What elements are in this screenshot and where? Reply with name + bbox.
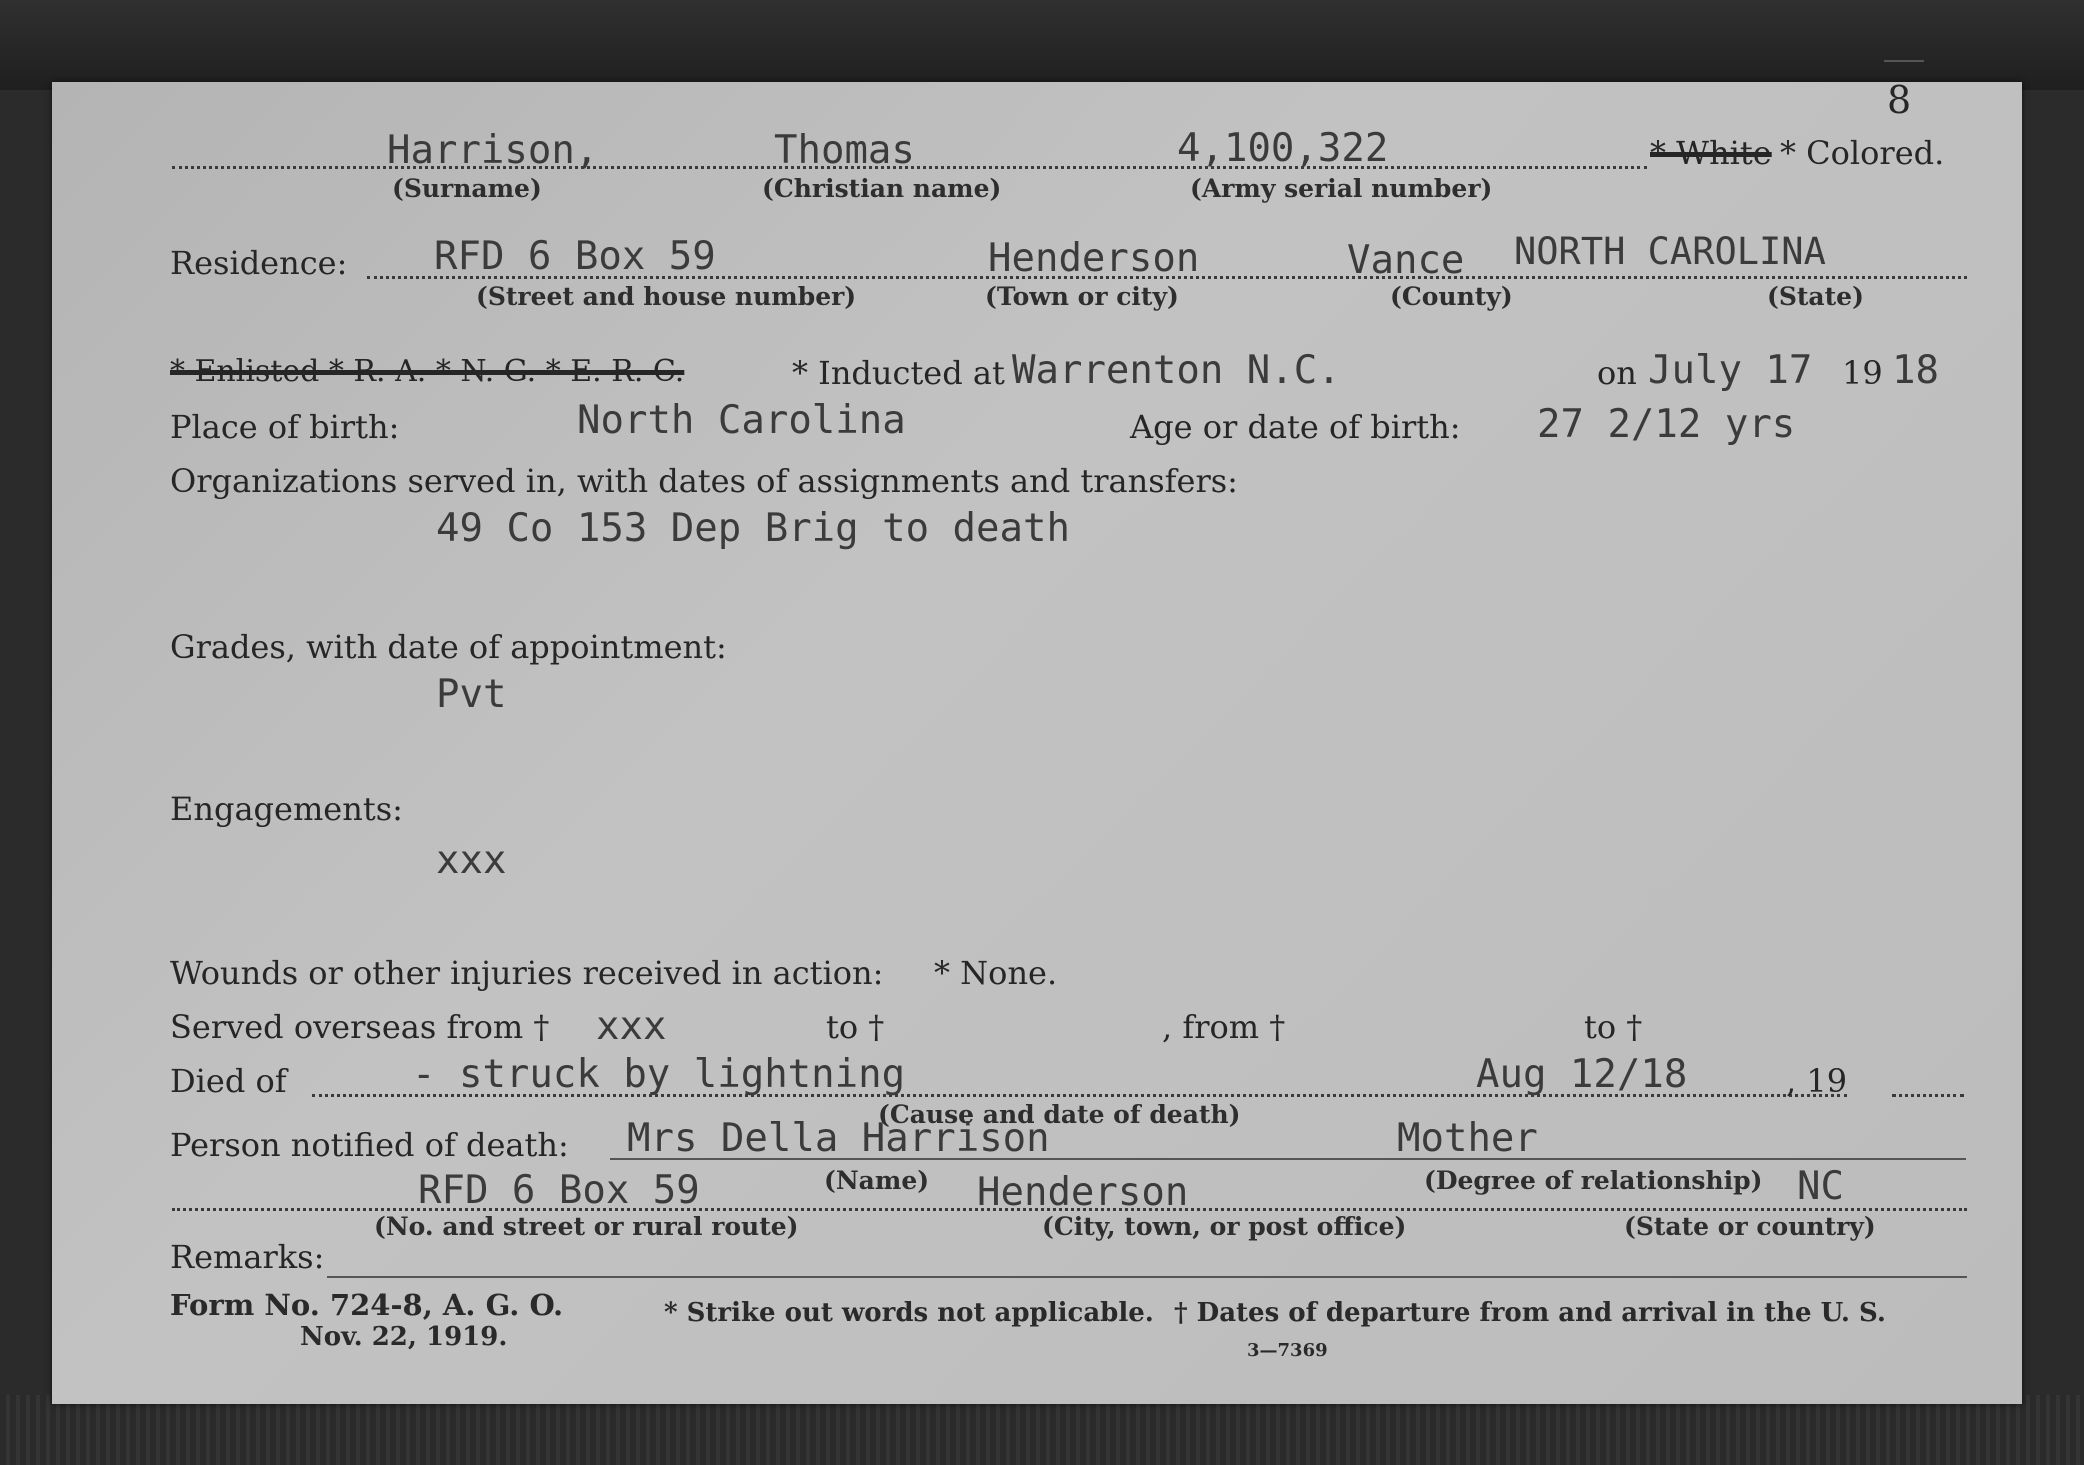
christian-name-value: Thomas bbox=[774, 128, 915, 173]
strike-note: * Strike out words not applicable. bbox=[664, 1298, 1154, 1328]
overseas-to2-label: to † bbox=[1584, 1008, 1643, 1046]
notified-name-caption: (Name) bbox=[824, 1166, 930, 1195]
dates-note: † Dates of departure from and arrival in the U. S. bbox=[1174, 1298, 1886, 1328]
place-of-birth-label: Place of birth: bbox=[170, 408, 400, 446]
death-caption: (Cause and date of death) bbox=[878, 1100, 1241, 1129]
residence-state-caption: (State) bbox=[1767, 282, 1864, 311]
card-number: 8 bbox=[1887, 78, 1912, 122]
notified-state-caption: (State or country) bbox=[1624, 1212, 1876, 1241]
notified-street-caption: (No. and street or rural route) bbox=[374, 1212, 799, 1241]
race-white-struck: * White bbox=[1650, 134, 1772, 172]
race-colored: * Colored. bbox=[1780, 134, 1945, 172]
induction-year-prefix: 19 bbox=[1842, 354, 1883, 392]
serial-number-caption: (Army serial number) bbox=[1190, 174, 1493, 203]
serial-number-value: 4,100,322 bbox=[1177, 126, 1389, 171]
notified-street-value: RFD 6 Box 59 bbox=[418, 1168, 700, 1213]
wounds-value: * None. bbox=[934, 954, 1058, 992]
induction-year-value: 18 bbox=[1892, 348, 1939, 393]
on-label: on bbox=[1597, 354, 1637, 392]
age-value: 27 2/12 yrs bbox=[1537, 402, 1796, 447]
death-date-value: Aug 12/18 bbox=[1476, 1052, 1688, 1097]
residence-state-value: NORTH CAROLINA bbox=[1514, 230, 1826, 273]
residence-town-value: Henderson bbox=[988, 236, 1200, 281]
surname-value: Harrison, bbox=[387, 128, 599, 173]
overseas-to-label: to † bbox=[826, 1008, 885, 1046]
form-number: Form No. 724-8, A. G. O. bbox=[170, 1288, 564, 1322]
wounds-label: Wounds or other injuries received in action: bbox=[170, 954, 884, 992]
organizations-label: Organizations served in, with dates of assignments and transfers: bbox=[170, 462, 1238, 500]
remarks-label: Remarks: bbox=[170, 1238, 325, 1276]
service-record-card bbox=[52, 78, 2022, 1404]
death-year-label: , 19 bbox=[1786, 1062, 1848, 1100]
notified-name-value: Mrs Della Harrison bbox=[627, 1116, 1050, 1161]
induction-place-value: Warrenton N.C. bbox=[1012, 348, 1341, 393]
death-year-line bbox=[1892, 1094, 1964, 1097]
person-notified-label: Person notified of death: bbox=[170, 1126, 569, 1164]
residence-street-caption: (Street and house number) bbox=[476, 282, 857, 311]
notified-city-caption: (City, town, or post office) bbox=[1042, 1212, 1407, 1241]
residence-town-caption: (Town or city) bbox=[985, 282, 1179, 311]
grades-label: Grades, with date of appointment: bbox=[170, 628, 727, 666]
residence-label: Residence: bbox=[170, 244, 348, 282]
notified-relationship-caption: (Degree of relationship) bbox=[1424, 1166, 1763, 1195]
organizations-value: 49 Co 153 Dep Brig to death bbox=[436, 506, 1070, 551]
scanner-background-bottom bbox=[0, 1395, 2084, 1465]
age-label: Age or date of birth: bbox=[1130, 408, 1461, 446]
died-of-label: Died of bbox=[170, 1062, 287, 1100]
place-of-birth-value: North Carolina bbox=[577, 398, 906, 443]
print-code: 3—7369 bbox=[1247, 1340, 1328, 1361]
residence-county-caption: (County) bbox=[1390, 282, 1513, 311]
notified-state-value: NC bbox=[1797, 1164, 1844, 1209]
remarks-line bbox=[327, 1276, 1967, 1278]
grades-value: Pvt bbox=[436, 672, 507, 717]
enlistment-type-struck: * Enlisted * R. A. * N. G. * E. R. C. bbox=[170, 354, 685, 389]
residence-county-value: Vance bbox=[1347, 238, 1465, 283]
surname-caption: (Surname) bbox=[392, 174, 542, 203]
scanner-background-top bbox=[0, 0, 2084, 90]
overseas-from-value: xxx bbox=[596, 1004, 667, 1049]
notified-city-value: Henderson bbox=[977, 1170, 1189, 1215]
residence-street-value: RFD 6 Box 59 bbox=[434, 234, 716, 279]
notified-relationship-value: Mother bbox=[1397, 1116, 1538, 1161]
inducted-at-label: * Inducted at bbox=[792, 354, 1005, 392]
death-cause-value: - struck by lightning bbox=[412, 1052, 906, 1097]
overseas-from2-label: , from † bbox=[1162, 1008, 1286, 1046]
engagements-label: Engagements: bbox=[170, 790, 403, 828]
form-date: Nov. 22, 1919. bbox=[300, 1322, 508, 1352]
engagements-value: xxx bbox=[436, 838, 507, 883]
christian-name-caption: (Christian name) bbox=[762, 174, 1002, 203]
overseas-from-label: Served overseas from † bbox=[170, 1008, 550, 1046]
induction-date-value: July 17 bbox=[1648, 348, 1813, 393]
